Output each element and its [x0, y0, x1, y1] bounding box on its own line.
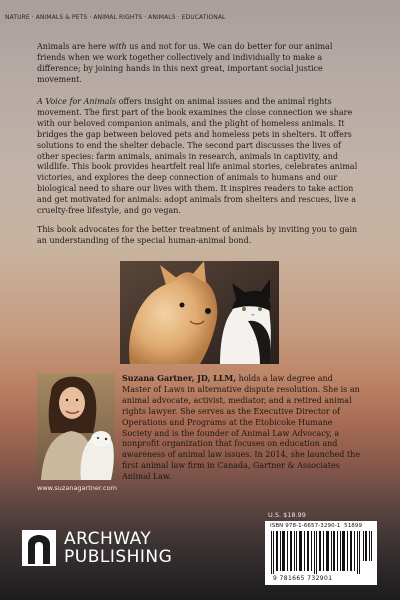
intro-text-start: Animals are here — [37, 42, 109, 51]
publisher-logo-block — [22, 528, 172, 568]
author-bio-text: holds a law degree and Master of Laws in alternative dispute resolution. She is an animal advocate, activist, mediator, and a retired animal rights lawyer. She serves as the Executive Director of Operations and Programs at the Etobicoke Humane Society and is the founder of Animal Law Advocacy, a nonprofit organization that focuses on education and awareness of animal law issues. In 2014, she launched the first animal law firm in Canada, Gartner & Associates Animal Law. — [122, 374, 361, 482]
advocacy-paragraph: This book advocates for the better treatment of animals by inviting you to gain an understanding of the special human-animal bond. — [37, 225, 358, 245]
author-with-dog-illustration — [37, 373, 115, 480]
intro-emphasis: with — [108, 42, 127, 51]
publisher-name — [64, 530, 172, 566]
intro-paragraph — [37, 42, 363, 86]
description-paragraph — [37, 97, 363, 217]
publisher-name-line2: PUBLISHING — [64, 547, 173, 567]
barcode-digits: 9 781665 732901 — [273, 575, 333, 582]
isbn-number: ISBN 978-1-6657-3290-1 — [270, 523, 341, 529]
author-name: Suzana Gartner, JD, LLM, — [122, 373, 237, 383]
author-photo — [37, 373, 115, 480]
intro-text-end: us and not for us. We can do better for our animal friends when we work together collectively and individually to make a difference; by joining hands in this next great, important social justice movement. — [37, 42, 333, 84]
publisher-name-line1: ARCHWAY — [64, 529, 152, 549]
barcode-bars — [269, 531, 373, 574]
price-label: U.S. $18.99 — [268, 511, 306, 519]
price-code: 51899 — [344, 523, 363, 529]
isbn-text — [270, 523, 362, 529]
archway-logo-icon — [22, 530, 56, 566]
category-list: NATURE · ANIMALS & PETS · ANIMAL RIGHTS · ANIMALS · EDUCATIONAL — [5, 14, 226, 21]
dog-and-cat-illustration — [120, 261, 279, 364]
description-body: offers insight on animal issues and the animal rights movement. The first part of the book examines the close connection we share with our beloved companion animals, and the plight of homeless animals. It bridges the gap between beloved pets and homeless pets in shelters. It offers solutions to end the shelter debacle. The second part discusses the lives of other species: farm animals, animals in research, animals in captivity, and wildlife. This book provides heartfelt real life animal stories, celebrates animal victories, and explores the deep connection of animals to humans and our biological need to share our lives with them. It inspires readers to take action and get motivated for animals: adopt animals from shelters and rescues, live a cruelty-free lifestyle, and go vegan. — [37, 97, 358, 216]
author-bio — [122, 373, 362, 483]
isbn-barcode — [265, 521, 377, 585]
dog-and-cat-photo — [120, 261, 279, 364]
author-website-link[interactable]: www.suzanagartner.com — [37, 484, 117, 492]
book-title: A Voice for Animals — [37, 97, 117, 106]
